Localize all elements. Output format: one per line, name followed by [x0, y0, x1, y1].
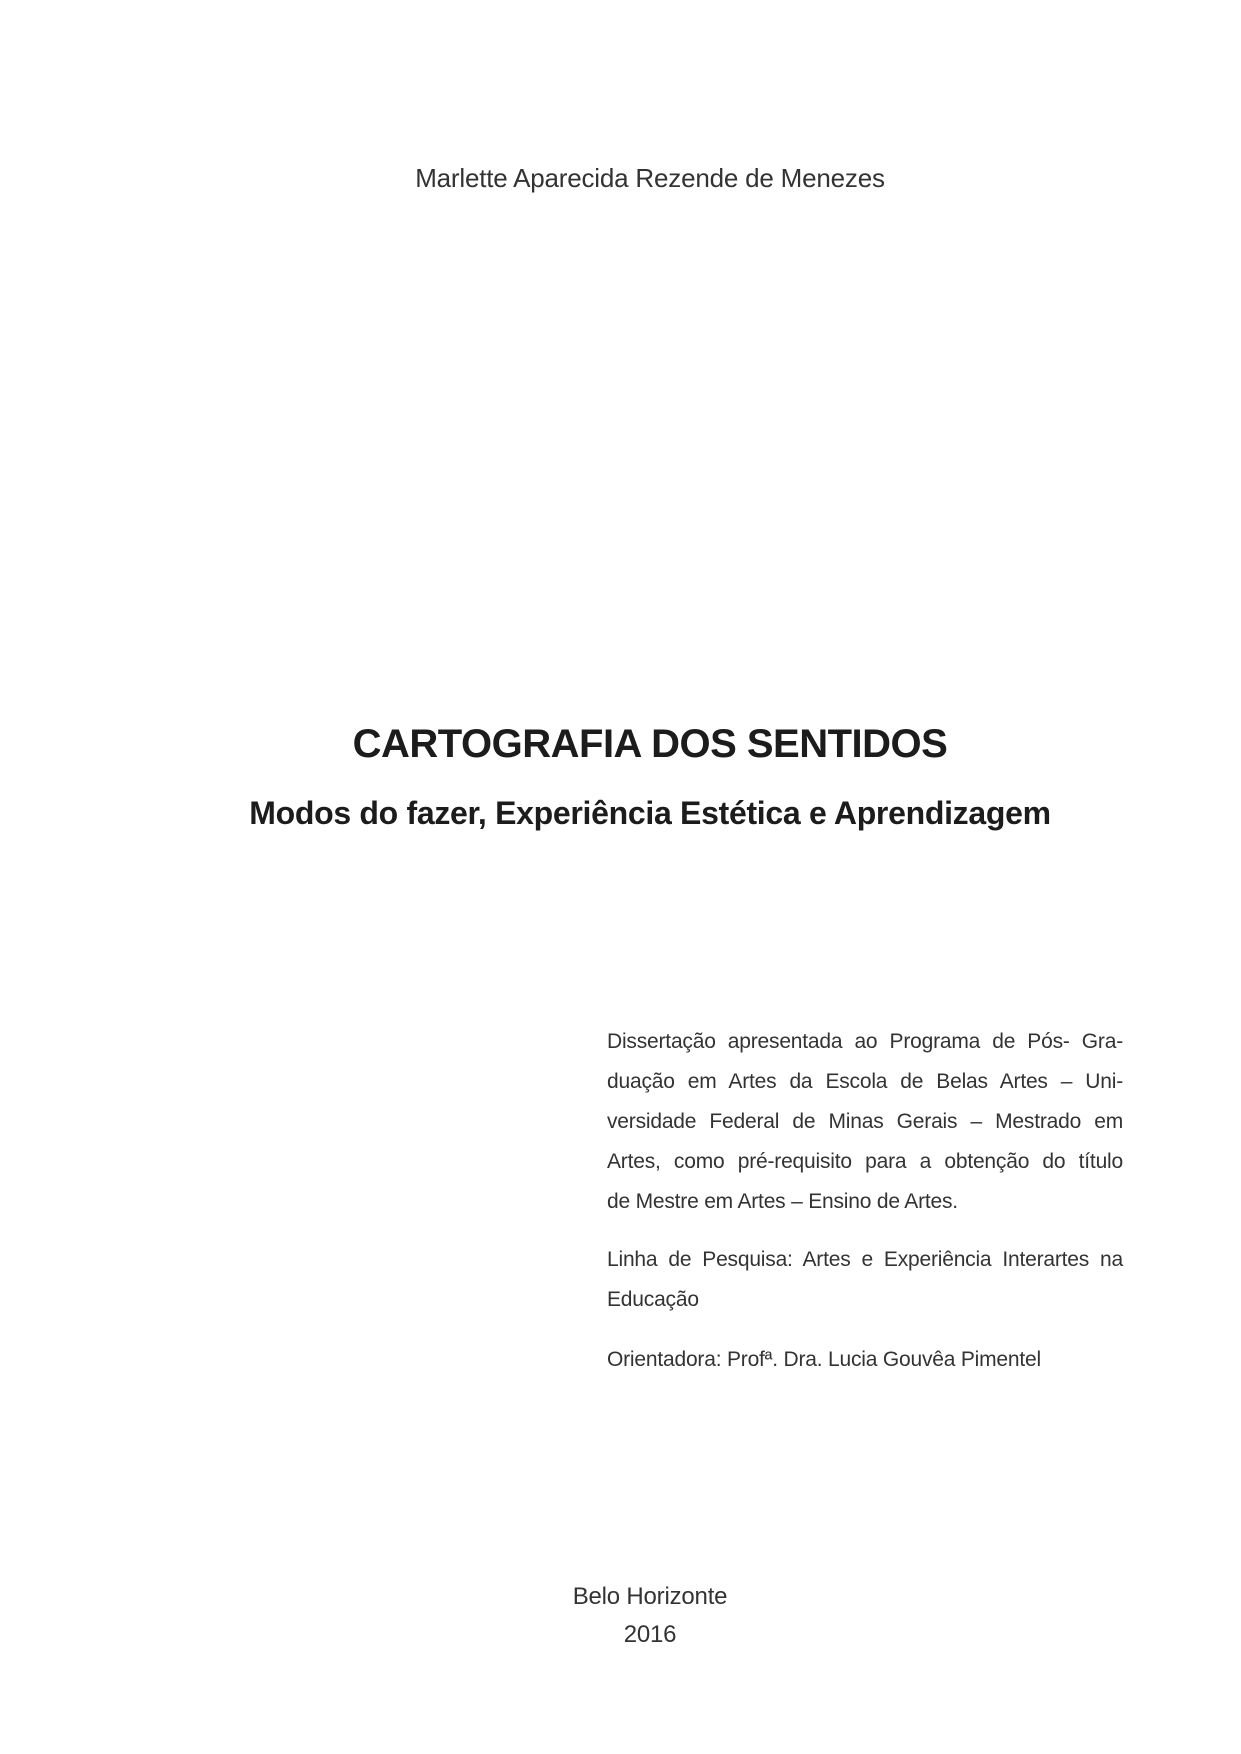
thesis-subtitle: Modos do fazer, Experiência Estética e Aprendizagem: [249, 795, 1051, 831]
dissertation-note: [607, 1022, 1123, 1222]
dissertation-note-line: Artes, como pré-requisito para a obtenção do título: [607, 1150, 1123, 1173]
dissertation-note-line: Dissertação apresentada ao Programa de Pós- Gra-: [607, 1030, 1123, 1053]
dissertation-note-line: duação em Artes da Escola de Belas Artes – Uni-: [607, 1070, 1123, 1093]
dissertation-note-line: de Mestre em Artes – Ensino de Artes.: [607, 1190, 958, 1213]
advisor-line: Orientadora: Profª. Dra. Lucia Gouvêa Pimentel: [607, 1348, 1041, 1371]
dissertation-note-line: versidade Federal de Minas Gerais – Mestrado em: [607, 1110, 1123, 1133]
research-line-text: Educação: [607, 1288, 699, 1311]
research-line-note: [607, 1240, 1123, 1320]
author-name: Marlette Aparecida Rezende de Menezes: [415, 163, 885, 193]
publication-place: Belo Horizonte: [572, 1583, 728, 1610]
thesis-title: CARTOGRAFIA DOS SENTIDOS: [352, 722, 948, 766]
publication-info: [60, 1578, 1240, 1654]
publication-year: 2016: [623, 1621, 677, 1648]
research-line-text: Linha de Pesquisa: Artes e Experiência Interartes na: [607, 1248, 1123, 1271]
